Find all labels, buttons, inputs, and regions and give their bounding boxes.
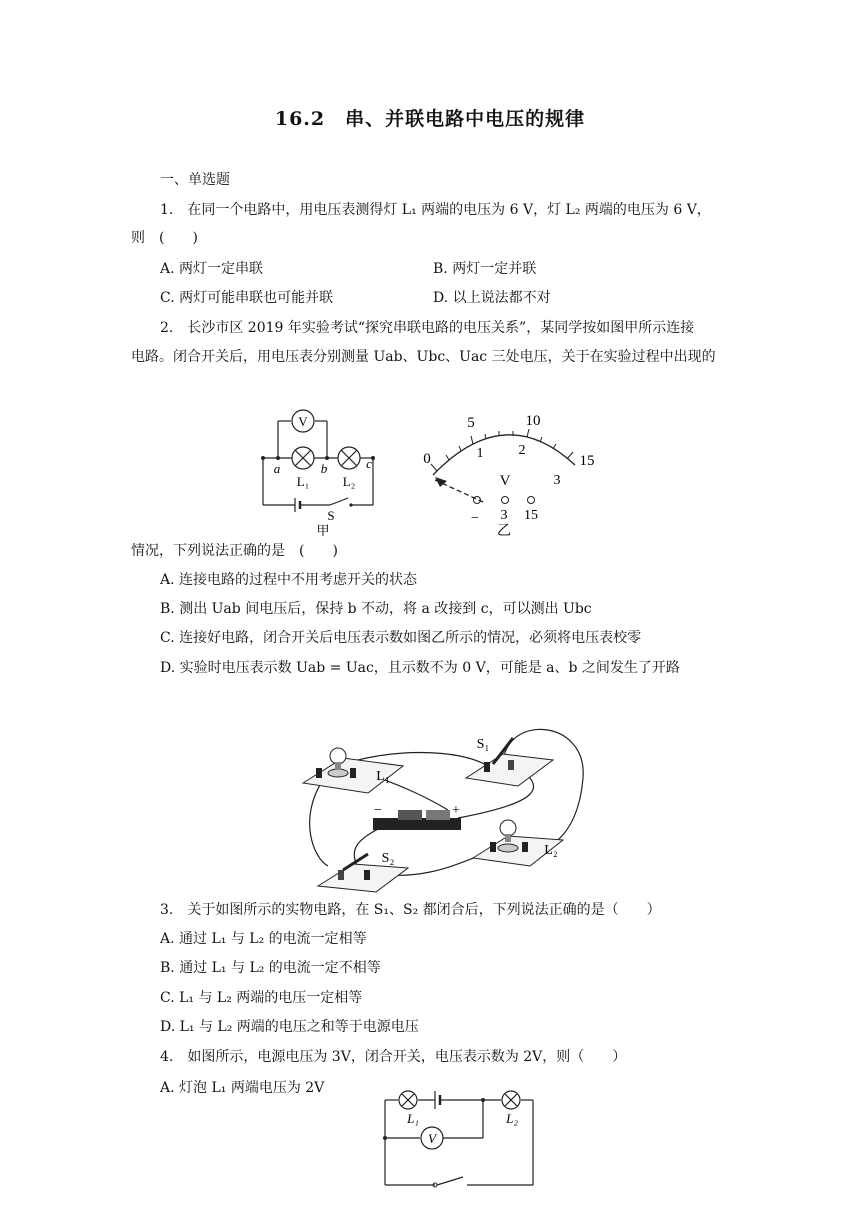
terminal-3: 3	[500, 508, 508, 523]
q1-option-a: A. 两灯一定串联	[160, 261, 264, 277]
q2-voltmeter-dial-yi	[415, 405, 605, 540]
switch-s-label: S	[327, 508, 335, 523]
q1-stem-line2: 则 ( )	[131, 230, 198, 246]
q3-stem: 3. 关于如图所示的实物电路，在 S₁、S₂ 都闭合后，下列说法正确的是（ ）	[160, 902, 661, 918]
terminal-15: 15	[524, 508, 538, 523]
q2-stem-line3: 情况，下列说法正确的是 ( )	[131, 543, 338, 559]
q2-circuit-figure-jia	[255, 405, 395, 540]
dial-scale-5: 5	[467, 415, 475, 431]
terminal-minus: −	[471, 511, 479, 526]
q2-option-c: C. 连接好电路，闭合开关后电压表示数如图乙所示的情况，必须将电压表校零	[160, 630, 642, 646]
q3-l1-label: L₁	[376, 769, 390, 784]
q2-option-b: B. 测出 Uab 间电压后，保持 b 不动，将 a 改接到 c，可以测出 Ubc	[160, 601, 592, 617]
q1-option-c: C. 两灯可能串联也可能并联	[160, 290, 334, 306]
dial-unit-label: V	[499, 473, 511, 489]
point-b-label: b	[320, 461, 328, 476]
q4-option-a: A. 灯泡 L₁ 两端电压为 2V	[160, 1080, 325, 1096]
q3-s2-label: S₂	[381, 851, 395, 866]
q3-battery-plus: +	[452, 803, 460, 818]
q1-option-d: D. 以上说法都不对	[433, 290, 551, 306]
point-a-label: a	[273, 461, 281, 476]
q3-option-d: D. L₁ 与 L₂ 两端的电压之和等于电源电压	[160, 1019, 419, 1035]
dial-scale-small-1: 1	[476, 446, 484, 461]
q4-voltmeter-label: V	[428, 1131, 436, 1146]
page-title: 16.2 串、并联电路中电压的规律	[274, 108, 586, 130]
q1-stem-line1: 1. 在同一个电路中，用电压表测得灯 L₁ 两端的电压为 6 V，灯 L₂ 两端的电压为 6 V，	[160, 202, 711, 218]
lamp-l1-label: L₁	[296, 474, 310, 489]
figure-caption-yi: 乙	[497, 524, 511, 539]
point-c-label: c	[366, 456, 372, 471]
q2-option-d: D. 实验时电压表示数 Uab = Uac，且示数不为 0 V，可能是 a、b 之间发生了开路	[160, 660, 680, 676]
dial-scale-small-2: 2	[518, 443, 526, 458]
q3-option-a: A. 通过 L₁ 与 L₂ 的电流一定相等	[160, 931, 367, 947]
dial-scale-0: 0	[423, 451, 431, 467]
voltmeter-label: V	[298, 414, 308, 429]
q4-l2-label: L₂	[506, 1111, 518, 1126]
q2-stem-line1: 2. 长沙市区 2019 年实验考试“探究串联电路的电压关系”，某同学按如图甲所示连接	[160, 320, 695, 336]
q3-physical-circuit-figure	[298, 718, 588, 898]
q4-l1-label: L₁	[407, 1111, 419, 1126]
q2-stem-line2: 电路。闭合开关后，用电压表分别测量 Uab、Ubc、Uac 三处电压，关于在实验过程中出现的	[131, 349, 716, 365]
dial-scale-small-3: 3	[553, 473, 561, 488]
q3-s1-label: S₁	[476, 737, 490, 752]
q3-option-b: B. 通过 L₁ 与 L₂ 的电流一定不相等	[160, 960, 381, 976]
q4-stem: 4. 如图所示，电源电压为 3V，闭合开关，电压表示数为 2V，则（ ）	[160, 1049, 627, 1065]
dial-scale-10: 10	[525, 413, 541, 429]
figure-caption-jia: 甲	[316, 523, 330, 538]
q2-option-a: A. 连接电路的过程中不用考虑开关的状态	[160, 572, 418, 588]
q3-l2-label: L₂	[544, 843, 558, 858]
section-heading: 一、单选题	[160, 172, 230, 188]
dial-scale-15: 15	[579, 453, 595, 469]
q4-circuit-figure	[375, 1085, 545, 1197]
q3-battery-minus: −	[374, 803, 382, 818]
q1-option-b: B. 两灯一定并联	[433, 261, 537, 277]
q3-option-c: C. L₁ 与 L₂ 两端的电压一定相等	[160, 990, 363, 1006]
lamp-l2-label: L₂	[342, 474, 356, 489]
